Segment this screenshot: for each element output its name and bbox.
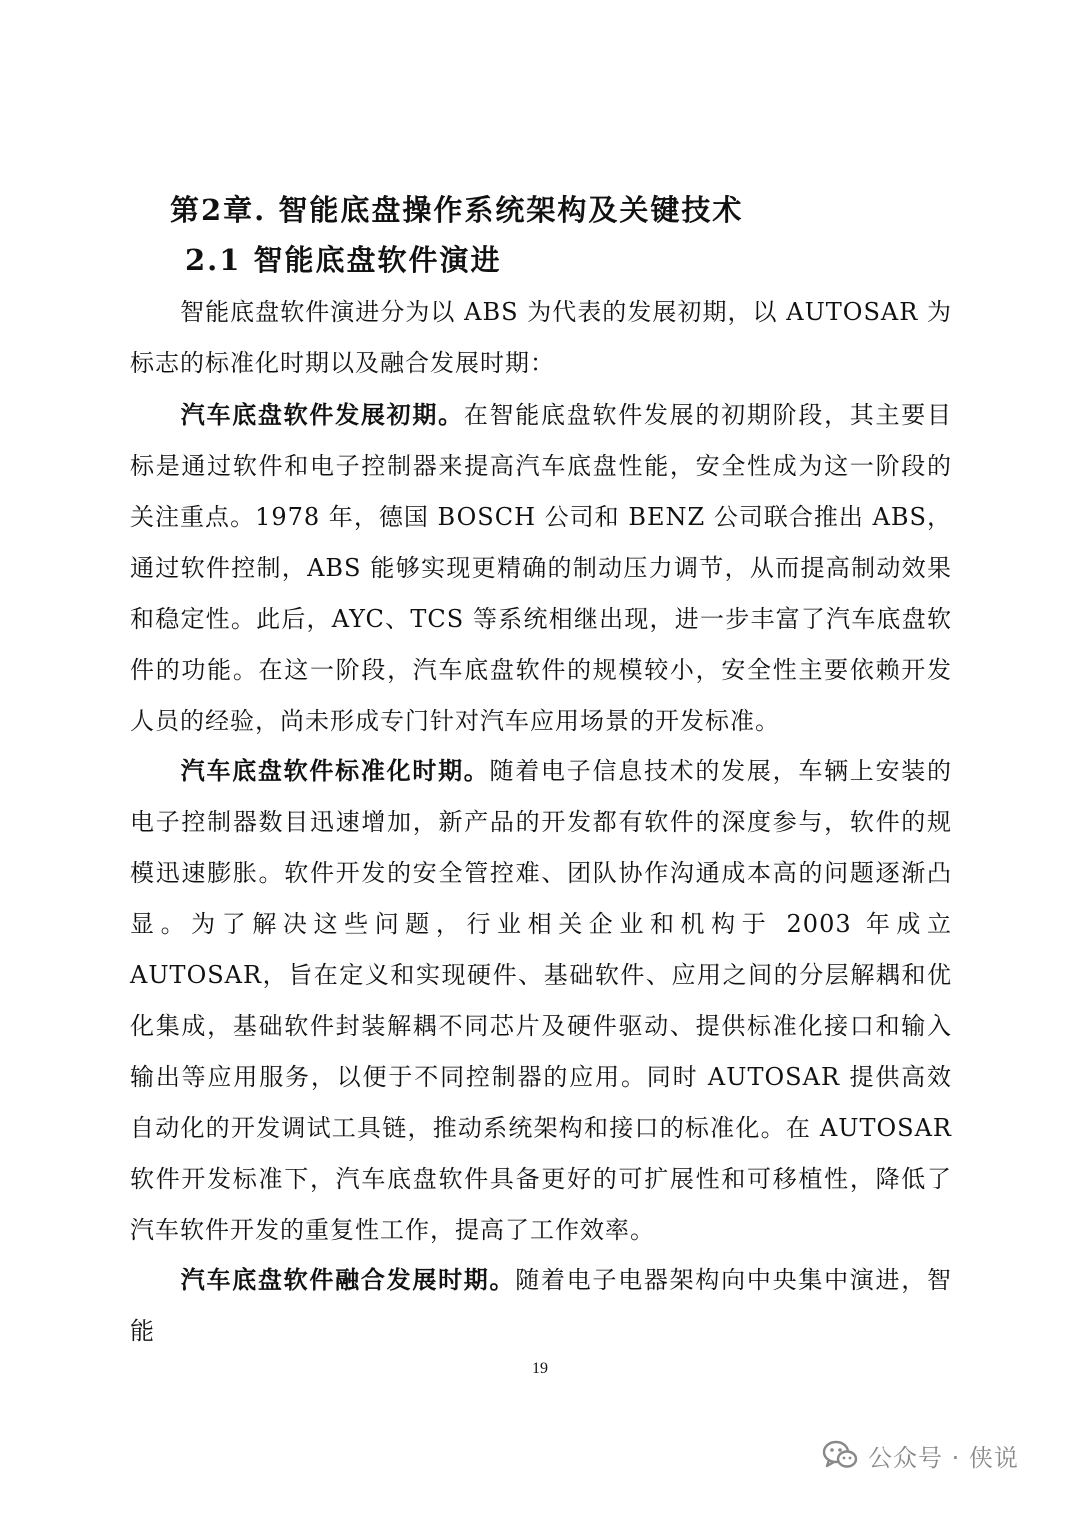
paragraph-early-period-lead: 汽车底盘软件发展初期。	[180, 400, 464, 429]
paragraph-fusion-period-text: 随着电子电器架构向中央集中演进，智能	[130, 1266, 952, 1345]
paragraph-standardization-period	[130, 745, 952, 1256]
paragraph-intro	[130, 287, 952, 389]
wechat-icon	[822, 1439, 858, 1471]
section-title: 2.1 智能底盘软件演进	[185, 243, 502, 277]
page-number: 19	[532, 1360, 548, 1377]
paragraph-fusion-period-lead: 汽车底盘软件融合发展时期。	[180, 1265, 516, 1294]
paragraph-standardization-period-text: 随着电子信息技术的发展，车辆上安装的电子控制器数目迅速增加，新产品的开发都有软件的深度参与，软件的规模迅速膨胀。软件开发的安全管控难、团队协作沟通成本高的问题逐渐凸显。为了解决这些问题，行业相关企业和机构于 2003 年成立 AUTOSAR，旨在定义和实现硬件、基础软件、应用之间的分层解耦和优化集成，基础软件封装解耦不同芯片及硬件驱动、提供标准化接口和输入输出等应用服务，以便于不同控制器的应用。同时 AUTOSAR 提供高效自动化的开发调试工具链，推动系统架构和接口的标准化。在 AUTOSAR 软件开发标准下，汽车底盘软件具备更好的可扩展性和可移植性，降低了汽车软件开发的重复性工作，提高了工作效率。	[130, 757, 953, 1244]
paragraph-standardization-period-lead: 汽车底盘软件标准化时期。	[180, 756, 490, 785]
chapter-title: 第2章. 智能底盘操作系统架构及关键技术	[170, 193, 744, 227]
watermark	[822, 1430, 1019, 1480]
watermark-text: 公众号 · 侠说	[868, 1443, 1019, 1472]
paragraph-early-period-text: 在智能底盘软件发展的初期阶段，其主要目标是通过软件和电子控制器来提高汽车底盘性能，安全性成为这一阶段的关注重点。1978 年，德国 BOSCH 公司和 BENZ 公司联合推出 ABS，通过软件控制，ABS 能够实现更精确的制动压力调节，从而提高制动效果和稳定性。此后，AYC、TCS 等系统相继出现，进一步丰富了汽车底盘软件的功能。在这一阶段，汽车底盘软件的规模较小，安全性主要依赖开发人员的经验，尚未形成专门针对汽车应用场景的开发标准。	[130, 401, 953, 735]
paragraph-early-period	[130, 389, 952, 747]
paragraph-intro-text: 智能底盘软件演进分为以 ABS 为代表的发展初期，以 AUTOSAR 为标志的标准化时期以及融合发展时期：	[130, 298, 952, 377]
paragraph-fusion-period	[130, 1254, 952, 1357]
